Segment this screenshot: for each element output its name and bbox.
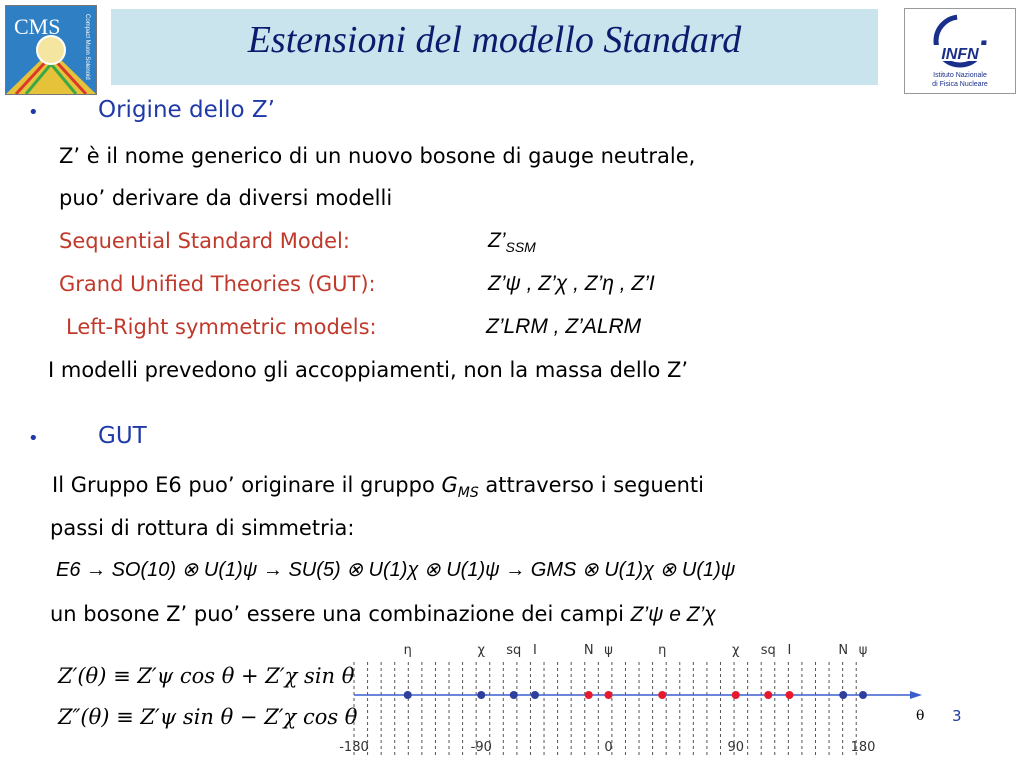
- slide-title: Estensioni del modello Standard: [247, 19, 742, 61]
- cms-logo-vertical-text: Compact Muon Solenoid: [84, 14, 90, 80]
- model-ssm-label: Sequential Standard Model:: [59, 229, 350, 253]
- x-tick-labels: [339, 740, 875, 755]
- model-point: [658, 691, 666, 699]
- page-number: 3: [952, 707, 962, 725]
- section1-line1: Z’ è il nome generico di un nuovo bosone di gauge neutrale,: [59, 144, 696, 168]
- model-label: χ: [477, 643, 486, 658]
- model-point: [477, 691, 485, 699]
- model-label: I: [787, 643, 792, 658]
- section2-line3-a: un bosone Z’ puo’ essere una combinazione dei campi: [50, 602, 631, 626]
- model-lr-label: Left-Right symmetric models:: [66, 315, 377, 339]
- model-label: I: [533, 643, 537, 658]
- model-point: [510, 691, 518, 699]
- model-ssm-formula-sub: SSM: [505, 239, 536, 256]
- section1-note: I modelli prevedono gli accoppiamenti, non la massa dello Z’: [48, 358, 689, 382]
- x-tick-label: 0: [604, 740, 613, 755]
- x-tick-label: 180: [850, 740, 876, 755]
- x-axis-label: θ: [916, 708, 925, 724]
- model-point: [764, 691, 772, 699]
- gms-sub: MS: [457, 485, 479, 502]
- model-point: [585, 691, 593, 699]
- model-label: η: [403, 643, 412, 658]
- model-gut-formula: Z’ψ , Z’χ , Z’η , Z’I: [488, 272, 655, 295]
- infn-logo-sub1: Istituto Nazionale: [933, 72, 987, 79]
- model-label: χ: [731, 643, 740, 658]
- cms-logo-text: CMS: [14, 14, 61, 39]
- model-label: N: [838, 643, 849, 658]
- model-ssm-formula: [488, 229, 536, 255]
- section2-line1-a: Il Gruppo E6 puo’ originare il gruppo: [52, 473, 442, 497]
- model-point: [859, 691, 867, 699]
- infn-logo-graphic: [905, 9, 1015, 93]
- section1-line2: puo’ derivare da diversi modelli: [59, 186, 393, 210]
- x-tick-label: 90: [727, 740, 745, 755]
- model-label: sq: [506, 643, 522, 658]
- section2-line1: [52, 473, 704, 501]
- model-label: sq: [760, 643, 776, 658]
- gms-symbol: G: [441, 473, 458, 497]
- model-label: N: [583, 643, 594, 658]
- model-labels: [404, 643, 868, 658]
- theta-mixing-chart: [330, 632, 940, 766]
- model-point: [605, 691, 613, 699]
- bullet-2: •: [28, 428, 39, 449]
- section1-heading: Origine dello Z’: [98, 97, 275, 123]
- symmetry-chain: E6 → SO(10) ⊗ U(1)ψ → SU(5) ⊗ U(1)χ ⊗ U(1)ψ → GMS ⊗ U(1)χ ⊗ U(1)ψ: [56, 559, 736, 581]
- model-gut-label: Grand Unified Theories (GUT):: [59, 272, 376, 296]
- model-point: [404, 691, 412, 699]
- model-ssm-formula-main: Z’: [488, 229, 506, 252]
- model-point: [531, 691, 539, 699]
- model-point: [839, 691, 847, 699]
- axis-arrow-icon: [910, 691, 922, 699]
- model-lr-formula: Z’LRM , Z’ALRM: [486, 315, 642, 338]
- model-label: ψ: [604, 643, 613, 658]
- cms-logo: [5, 5, 97, 95]
- infn-logo: [904, 8, 1016, 94]
- section2-line1-b: attraverso i seguenti: [478, 473, 705, 497]
- section2-heading: GUT: [98, 423, 147, 449]
- infn-logo-text: INFN: [941, 46, 979, 63]
- infn-logo-sub2: di Fisica Nucleare: [932, 81, 988, 88]
- bullet-1: •: [28, 102, 39, 123]
- section2-line3-formula: Z’ψ e Z’χ: [630, 603, 716, 626]
- x-tick-label: -90: [470, 740, 492, 755]
- cms-logo-graphic: [6, 6, 96, 94]
- section2-line3: [50, 602, 716, 627]
- section2-line2: passi di rottura di simmetria:: [50, 516, 355, 540]
- model-label: ψ: [858, 643, 868, 658]
- equation-z-double-prime: Z″(θ) ≡ Z′ψ sin θ − Z′χ cos θ: [58, 705, 358, 729]
- model-point: [732, 691, 740, 699]
- equation-z-prime: Z′(θ) ≡ Z′ψ cos θ + Z′χ sin θ: [58, 664, 355, 688]
- model-point: [785, 691, 793, 699]
- model-label: η: [658, 643, 667, 658]
- x-tick-label: -180: [339, 740, 369, 755]
